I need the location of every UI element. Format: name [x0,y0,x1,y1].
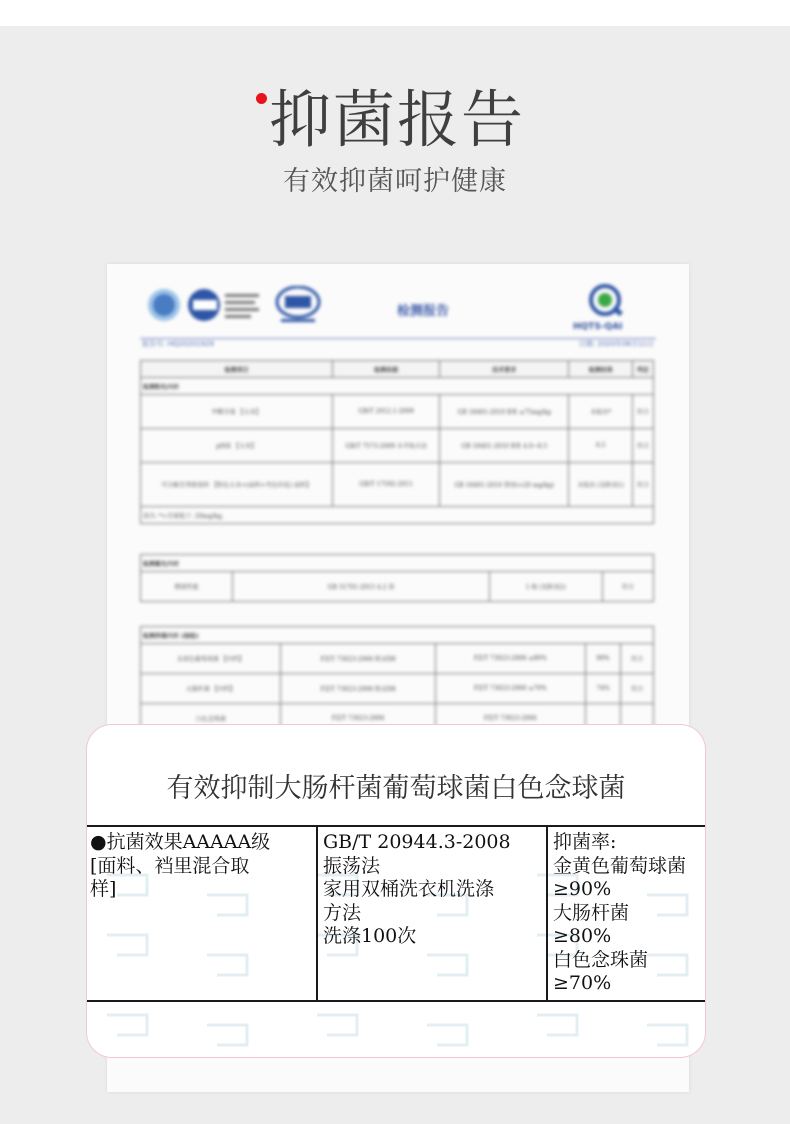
test-method-cell: GB/T 20944.3-2008 振荡法 家用双桶洗衣机洗涤 方法 洗涤100次 [316,827,546,1000]
hqts-logo [587,284,627,324]
top-band [0,0,790,26]
table-cell: 大肠杆菌 【内档】 [141,674,281,704]
table-row [141,674,654,704]
summary-table-row [87,825,705,1002]
table-cell: GB/T 17592-2011 [333,463,440,507]
report-table-purple [140,554,654,602]
column-header: 技术要求 [440,361,569,378]
section-title: 检测紫色内衬 [141,555,654,572]
table-row [141,572,654,602]
table-cell: GB 18401-2010 B类 4.0~8.5 [440,429,569,463]
table-cell: 未检出* [569,395,633,429]
table-cell: 白色念珠菌 [141,704,281,734]
report-meta-line [140,338,656,348]
table-cell: 6.5 [569,429,633,463]
table-cell: 符合 [632,463,653,507]
table-row [141,644,654,674]
table-cell: 金黄色葡萄球菌 【内档】 [141,644,281,674]
inhibition-rate-cell: 抑菌率: 金黄色葡萄球菌 ≥90% 大肠杆菌 ≥80% 白色念珠菌 ≥70% [546,827,706,1000]
page-subtitle: 有效抑菌呵护健康 [283,166,507,197]
card-title: 有效抑制大肠杆菌葡萄球菌白色念球菌 [166,773,626,804]
table-cell: 未检出 (见附表1) [569,463,633,507]
table-cell: FZ/T 73023-2006 附录D8 [281,644,435,674]
table-cell: GB/T 7573-2009 水萃取方法 [333,429,440,463]
table-cell: FZ/T 73023-2006 ≥70% [435,674,585,704]
table-cell: 1 级 (见附表2) [489,572,602,602]
table-cell: FZ/T 73023-2006 [435,704,585,734]
table-cell: 符合 [632,395,653,429]
table-cell: pH值 【大身】 [141,429,333,463]
cma-logo [273,286,323,330]
section-title: 检测粉色内衬 [141,378,654,395]
table-cell: GB 31701-2015 4.2 款 [233,572,490,602]
table-row [141,395,654,429]
table-row [141,429,654,463]
table-cell: 符合 [632,429,653,463]
cnas-logo [187,288,267,326]
table-cell: GB/T 2912.1-2009 [333,395,440,429]
antibacterial-grade-cell: ●抗菌效果AAAAA级 [面料、裆里混合取 样] [90,831,271,900]
table-cell: 可分解芳香胺染料 【粉色大身+(面料+夹色印花) 面料】 [141,463,333,507]
table-note: 备注: *=含量低于: 20mg/kg。 [141,507,654,524]
table-cell: 90% [585,644,620,674]
report-table-antibacterial [140,626,654,734]
table-cell: 甲醛含量 【大身】 [141,395,333,429]
table-cell: 符合 [621,644,654,674]
table-cell: FZ/T 73023-2006 [281,704,435,734]
report-heading: 检测报告 [397,304,450,319]
column-header: 检测结果 [569,361,633,378]
report-number: 报告号: HQ20201929 [142,340,214,348]
table-cell: GB 18401-2010 B类 ≤75mg/kg [440,395,569,429]
antibacterial-summary-card [86,724,706,1058]
page-title: 抑菌报告 [268,83,525,156]
table-cell: 符合 [602,572,653,602]
table-row [141,463,654,507]
column-header: 判定 [632,361,653,378]
hqts-label: HQTS-QAI [573,322,623,332]
report-date: 日期: 2020年06月11日 [578,340,654,348]
table-cell: FZ/T 73023-2006 ≥80% [435,644,585,674]
column-header: 检测项目 [141,361,333,378]
table-cell: 74% [585,674,620,704]
table-cell: FZ/T 73023-2006 附录D8 [281,674,435,704]
report-table-pink [140,360,654,524]
ilac-mra-logo [147,288,181,326]
column-header: 检测依据 [333,361,440,378]
table-cell: GB 18401-2010 禁用(<20 mg/kg) [440,463,569,507]
table-cell: 燃烧性能 [141,572,233,602]
section-title: 检测抑菌内衬 (抽检) [141,627,654,644]
table-cell: 符合 [621,674,654,704]
